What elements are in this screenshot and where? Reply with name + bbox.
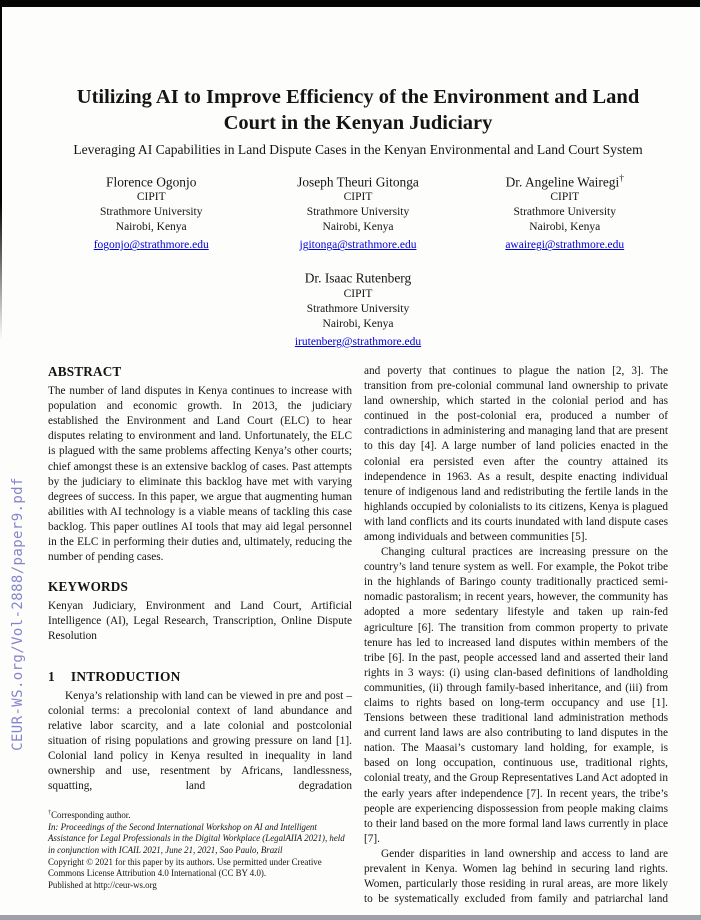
- author-block: [248, 267, 468, 349]
- authors-row: [48, 171, 668, 253]
- paper-title: Utilizing AI to Improve Efficiency of the Environment and Land Court in the Kenyan Judiciary: [76, 86, 640, 134]
- paper-content: [48, 84, 668, 907]
- section-title: INTRODUCTION: [70, 668, 181, 684]
- scan-left-border: [0, 0, 2, 340]
- corresponding-author-dagger: †: [619, 174, 624, 184]
- author-university: Strathmore University: [513, 206, 617, 219]
- keywords-heading: KEYWORDS: [48, 579, 129, 595]
- scan-bottom-border: [0, 915, 701, 920]
- introduction-paragraph: Gender disparities in land ownership and access to land are prevalent in Kenya. Women lag behind in securing land rights. Women, particularly those residing in rural areas, are more likely to be systematically excluded from family and patriarchal land: [364, 847, 668, 906]
- two-column-body: [48, 364, 668, 907]
- author-email-link[interactable]: awairegi@strathmore.edu: [505, 239, 625, 252]
- author-org: CIPIT: [343, 191, 373, 204]
- author-university: Strathmore University: [99, 206, 203, 219]
- author-university: Strathmore University: [306, 206, 410, 219]
- abstract-heading: ABSTRACT: [48, 363, 122, 379]
- footnote-block: [48, 807, 352, 891]
- introduction-paragraph: Changing cultural practices are increasing pressure on the country’s land tenure system as well. For example, the Pokot tribe in the highlands of Baringo county traditionally practiced semi-nomadic pastoralism; in recent years, however, the community has adopted a more sedentary lifestyle and taken up rain-fed agriculture [6]. The transition from common property to private tenure has led to increased land disputes within members of the tribe [6]. In the past, people accessed land and asserted their land rights in 3 ways: (i) using clan-based definitions of landholding communities, (ii) through family-based inheritance, and (iii) from claims to rights based on long-term occupancy and use [1]. Tensions between these traditional land administration methods and current land laws are also contributing to land disputes in the nation. The Maasai’s customary land holding, for example, is based on long occupation, continuous use, traditional rights, colonial treaty, and the Group Representatives Land Act adopted in the early years after independence [7]. In recent years, the tribe’s people are experiencing dispossession from people making claims to their land based on the more formal land laws currently in place [7].: [364, 546, 668, 845]
- author-block: [48, 171, 254, 253]
- author-location: Nairobi, Kenya: [322, 317, 394, 330]
- introduction-heading: [48, 669, 352, 684]
- abstract-text: The number of land disputes in Kenya continues to increase with population and economic growth. In 2013, the judiciary established the Environment and Land Court (ELC) to hear disputes relating to environment and land. Unfortunately, the ELC is plagued with the same problems affecting Kenya’s other courts; chief amongst these is an extensive backlog of cases. Past attempts by the judiciary to eliminate this backlog have met with varying degrees of success. In this paper, we argue that augmenting human abilities with AI technology is a viable means of tackling this case backlog. This paper outlines AI tools that may aid legal personnel in the ELC in performing their duties and, ultimately, reducing the number of pending cases.: [48, 385, 352, 564]
- footnote-corresponding: †Corresponding author.: [48, 809, 131, 821]
- author-org: CIPIT: [136, 191, 166, 204]
- paper-subtitle: Leveraging AI Capabilities in Land Dispute Cases in the Kenyan Environmental and Land Court System: [73, 142, 643, 157]
- introduction-paragraph: Kenya’s relationship with land can be viewed in pre and post – colonial terms: a precolonial context of land abundance and relative labor scarcity, and a late colonial and postcolonial situation of rising populations and growing pressure on land [1]. Colonial land policy in Kenya resulted in inequality in land ownership and use, resentment by Africans, landlessness, squatting, land degradation: [48, 689, 352, 793]
- author-email-link[interactable]: jgitonga@strathmore.edu: [299, 239, 417, 252]
- author-email-link[interactable]: irutenberg@strathmore.edu: [294, 335, 422, 348]
- author-email-link[interactable]: fogonjo@strathmore.edu: [93, 239, 209, 252]
- right-column: [364, 364, 668, 907]
- author-name: Florence Ogonjo: [106, 174, 197, 190]
- author-name: Dr. Isaac Rutenberg: [304, 270, 412, 286]
- author-name: Joseph Theuri Gitonga: [297, 174, 419, 190]
- scan-top-border: [0, 0, 701, 7]
- fourth-author-row: [48, 267, 668, 349]
- footnote-venue: In: Proceedings of the Second International Workshop on AI and Intelligent Assistance for Legal Professionals in the Digital Workplace (LegalAIIA 2021), held in conjunction with ICAIL 2021, June 21, 2021, Sao Paulo, Brazil: [48, 821, 345, 856]
- author-location: Nairobi, Kenya: [529, 221, 601, 234]
- author-block: [462, 171, 668, 253]
- author-org: CIPIT: [550, 191, 580, 204]
- author-org: CIPIT: [343, 287, 373, 300]
- keywords-text: Kenyan Judiciary, Environment and Land Court, Artificial Intelligence (AI), Legal Research, Transcription, Online Dispute Resolution: [48, 600, 352, 643]
- author-block: [255, 171, 461, 253]
- dagger-mark: †: [48, 809, 52, 817]
- footnote-published: Published at http://ceur-ws.org: [48, 879, 157, 890]
- author-location: Nairobi, Kenya: [115, 221, 187, 234]
- section-number: 1: [48, 668, 55, 684]
- introduction-paragraph-continued: and poverty that continues to plague the nation [2, 3]. The transition from pre-colonial communal land ownership to private land ownership, which started in the colonial period and has continued in the post-colonial era, produced a number of contradictions in administering and managing land that are present to this day [4]. A large number of land policies enacted in the colonial era persisted even after the country attained its independence in 1963. As a result, despite enacting individual tenure of indigenous land and redistributing the fertile lands in the highlands occupied by colonialists to its citizens, Kenya is plagued with land conflicts and its courts inundated with land dispute cases among individuals and between communities [5].: [364, 364, 668, 543]
- author-university: Strathmore University: [306, 302, 410, 315]
- ceur-ws-watermark: CEUR-WS.org/Vol-2888/paper9.pdf: [10, 477, 26, 751]
- author-name: Dr. Angeline Wairegi†: [505, 174, 624, 190]
- footnote-copyright: Copyright © 2021 for this paper by its authors. Use permitted under Creative Commons License Attribution 4.0 International (CC BY 4.0).: [48, 856, 322, 879]
- author-location: Nairobi, Kenya: [322, 221, 394, 234]
- left-column: [48, 364, 352, 907]
